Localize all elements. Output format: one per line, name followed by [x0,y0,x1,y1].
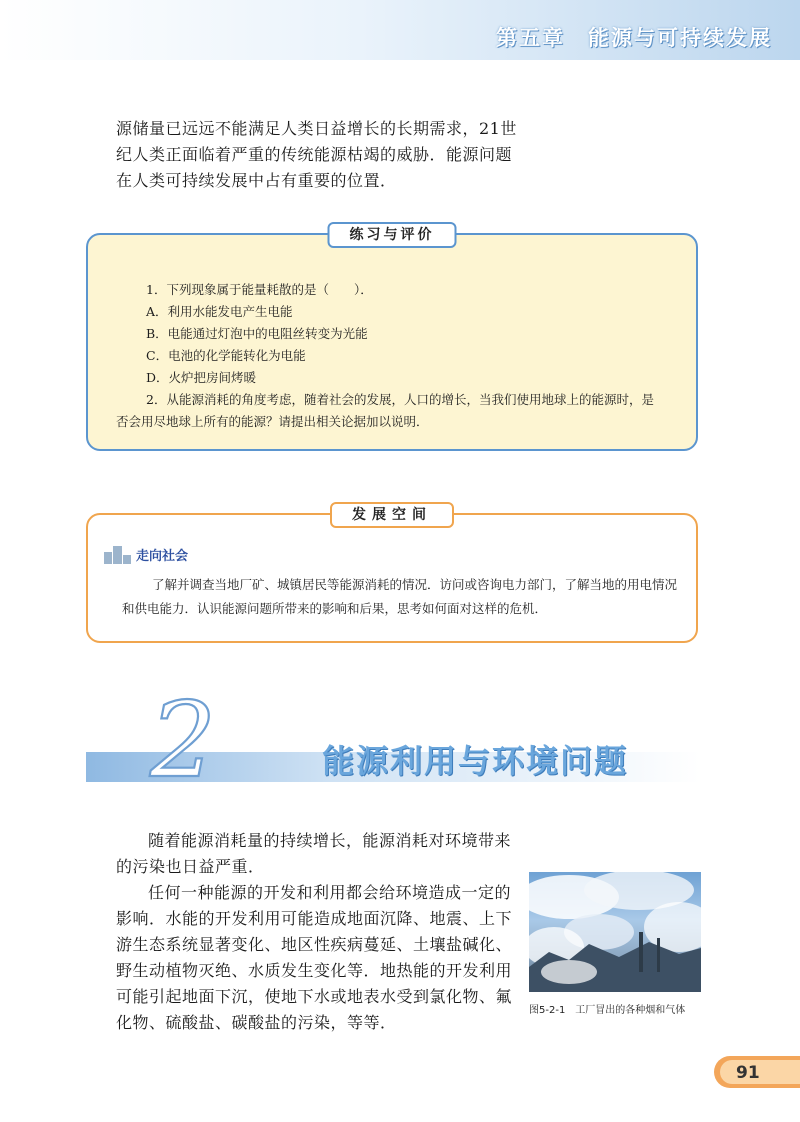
section-body [116,828,521,1036]
section-number-text: 2 [150,688,217,788]
exercise-list [116,279,666,433]
exercise-question-2: 2．从能源消耗的角度考虑，随着社会的发展，人口的增长，当我们使用地球上的能源时，是否会用尽地球上所有的能源？请提出相关论据加以说明． [116,392,654,429]
exercise-box [86,227,698,451]
intro-paragraph: 源储量已远远不能满足人类日益增长的长期需求，21世纪人类正面临着严重的传统能源枯竭的威胁．能源问题在人类可持续发展中占有重要的位置． [116,119,517,190]
society-heading [104,545,188,564]
page-number: 91 [736,1063,760,1083]
section-title: 能源利用与环境问题 [322,742,629,780]
development-title: 发展空间 [330,502,454,528]
figure-caption: 图5-2-1 工厂冒出的各种烟和气体 [529,1005,686,1016]
exercise-question-1: 1．下列现象属于能量耗散的是（ ）． [146,282,373,297]
building-icon [104,546,132,564]
chapter-title: 第五章 能源与可持续发展 [496,26,772,50]
body-paragraph-1: 随着能源消耗量的持续增长，能源消耗对环境带来的污染也日益严重． [116,831,512,876]
exercise-option-a: A．利用水能发电产生电能 [146,304,293,319]
society-text: 了解并调查当地厂矿、城镇居民等能源消耗的情况．访问或咨询电力部门，了解当地的用电情况和供电能力．认识能源问题所带来的影响和后果，思考如何面对这样的危机． [122,577,678,616]
society-label: 走向社会 [136,549,189,564]
exercise-option-c: C．电池的化学能转化为电能 [146,348,306,363]
exercise-option-b: B．电能通过灯泡中的电阻丝转变为光能 [146,326,368,341]
section-number [146,688,236,788]
body-paragraph-2: 任何一种能源的开发和利用都会给环境造成一定的影响．水能的开发利用可能造成地面沉降、地震、上下游生态系统显著变化、地区性疾病蔓延、土壤盐碱化、野生动植物灭绝、水质发生变化等．地热能的开发利用可能引起地面下沉，使地下水或地表水受到氯化物、氟化物、硫酸盐、碳酸盐的污染，等等． [116,883,513,1032]
exercise-title: 练习与评价 [328,222,457,248]
development-box [86,507,698,643]
exercise-option-d: D．火炉把房间烤暖 [146,370,257,385]
factory-smoke-photo [529,872,701,992]
